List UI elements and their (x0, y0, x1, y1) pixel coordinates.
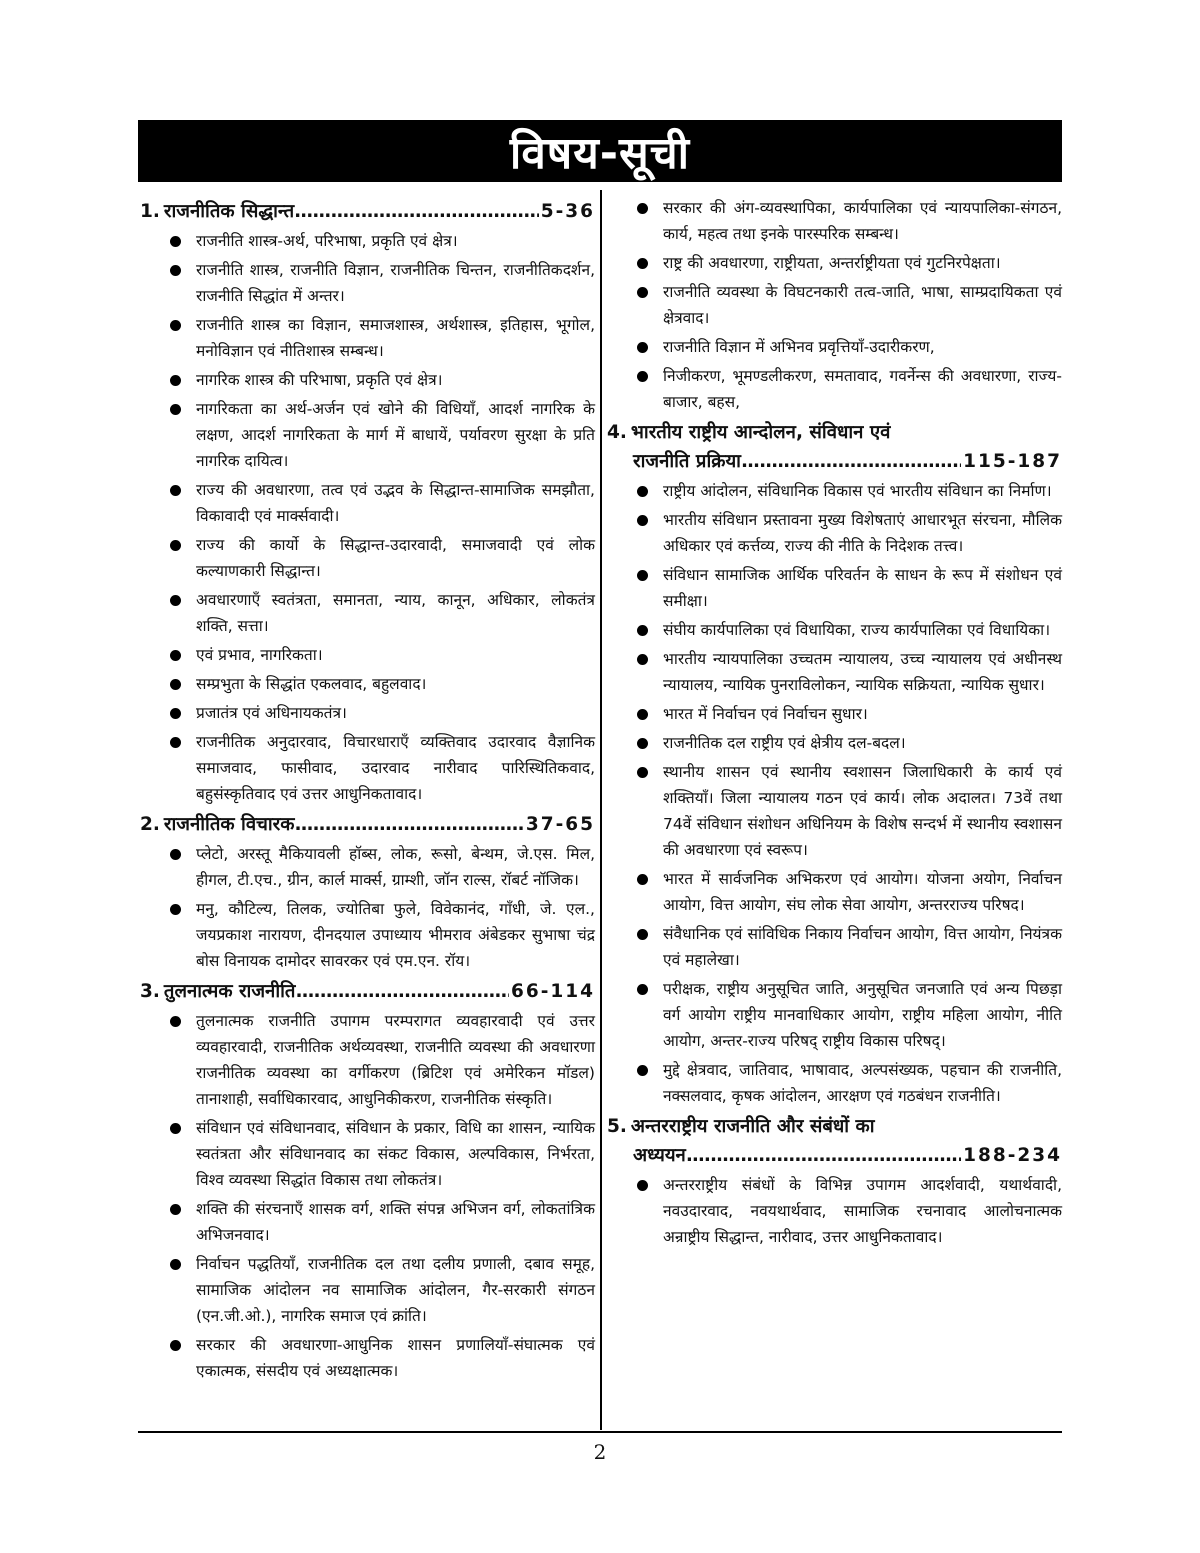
topic-text: सम्प्रभुता के सिद्धांत एकलवाद, बहुलवाद। (196, 675, 427, 693)
bullet-icon (170, 265, 181, 276)
topic-text: एवं प्रभाव, नागरिकता। (196, 646, 323, 664)
list-item (607, 701, 1062, 727)
list-item (607, 976, 1062, 1054)
section-title-line1: अन्तरराष्ट्रीय राजनीति और संबंधों का (630, 1116, 875, 1137)
bullet-icon (170, 1123, 181, 1134)
bullet-icon (170, 1204, 181, 1215)
topic-text: मुद्दे क्षेत्रवाद, जातिवाद, भाषावाद, अल्पसंख्यक, पहचान की राजनीति, नक्सलवाद, कृषक आंदोलन, आरक्षण एवं गठबंधन राजनीति। (663, 1061, 1062, 1105)
topic-text: सरकार की अंग-व्यवस्थापिका, कार्यपालिका एवं न्यायपालिका-संगठन, कार्य, महत्व तथा इनके पारस्परिक सम्बन्ध। (663, 199, 1062, 243)
list-item (607, 478, 1062, 504)
bullet-icon (170, 404, 181, 415)
page-title: विषय-सूची (509, 128, 691, 179)
section-title-line1: भारतीय राष्ट्रीय आन्दोलन, संविधान एवं (630, 422, 891, 443)
bullet-icon (170, 320, 181, 331)
topic-text: तुलनात्मक राजनीति उपागम परम्परागत व्यवहारवादी एवं उत्तर व्यवहारवादी, राजनीतिक अर्थव्यवस्था, राजनीति व्यवस्था की अवधारणा राजनीतिक व्यवस्था का वर्गीकरण (ब्रिटिश एवं अमेरिकन मॉडल) तानाशाही, सर्वाधिकारवाद, आधुनिकीकरण, राजनीतिक संस्कृति। (196, 1012, 595, 1108)
section-title-line2: राजनीति प्रक्रिया (633, 451, 741, 472)
page-number: 2 (593, 1440, 607, 1464)
section-heading (140, 977, 595, 1006)
page-range: 66-114 (510, 981, 595, 1002)
bullet-icon (637, 570, 648, 581)
bullet-icon (637, 767, 648, 778)
dot-leader (686, 1141, 961, 1170)
list-item (140, 532, 595, 584)
list-item (607, 730, 1062, 756)
bullet-icon (170, 650, 181, 661)
topic-text: राजनीतिक अनुदारवाद, विचारधाराएँ व्यक्तिवाद उदारवाद वैज्ञानिक समाजवाद, फासीवाद, उदारवाद नारीवाद पारिस्थितिकवाद, बहुसंस्कृतिवाद एवं उत्तर आधुनिकतावाद। (196, 733, 595, 803)
section-heading (140, 197, 595, 226)
topic-text: नागरिकता का अर्थ-अर्जन एवं खोने की विधियाँ, आदर्श नागरिक के लक्षण, आदर्श नागरिकता के मार्ग में बाधायें, पर्यावरण सुरक्षा के प्रति नागरिक दायित्व। (196, 400, 595, 470)
section-heading (607, 1112, 1062, 1170)
dot-leader (294, 197, 539, 226)
list-item (607, 1057, 1062, 1109)
list-item (607, 250, 1062, 276)
bullet-icon (170, 708, 181, 719)
section-title-line2: अध्ययन (633, 1145, 686, 1166)
section-heading-line2 (607, 447, 1062, 476)
section-number: 3. (140, 981, 160, 1002)
list-item (140, 671, 595, 697)
list-item (140, 396, 595, 474)
bullet-icon (637, 654, 648, 665)
bullet-icon (170, 375, 181, 386)
topic-text: संविधान सामाजिक आर्थिक परिवर्तन के साधन के रूप में संशोधन एवं समीक्षा। (663, 566, 1062, 610)
section-title: राजनीतिक विचारक (163, 814, 295, 835)
page-range: 5-36 (540, 201, 595, 222)
bullet-icon (637, 486, 648, 497)
topic-text: राजनीति विज्ञान में अभिनव प्रवृत्तियाँ-उदारीकरण, (663, 338, 935, 356)
bullet-icon (637, 1180, 648, 1191)
bullet-icon (637, 203, 648, 214)
right-column (607, 195, 1062, 1253)
topic-text: निर्वाचन पद्धतियाँ, राजनीतिक दल तथा दलीय प्रणाली, दबाव समूह, सामाजिक आंदोलन नव सामाजिक आंदोलन, गैर-सरकारी संगठन (एन.जी.ओ.), नागरिक समाज एवं क्रांति। (196, 1255, 595, 1325)
topic-text: भारत में निर्वाचन एवं निर्वाचन सुधार। (663, 705, 868, 723)
list-item (607, 759, 1062, 863)
topic-list (607, 195, 1062, 415)
bullet-icon (170, 849, 181, 860)
list-item (607, 617, 1062, 643)
topic-text: राष्ट्रीय आंदोलन, संविधानिक विकास एवं भारतीय संविधान का निर्माण। (663, 482, 1052, 500)
list-item (607, 866, 1062, 918)
page-range: 188-234 (963, 1145, 1062, 1166)
bullet-icon (170, 485, 181, 496)
list-item (607, 507, 1062, 559)
list-item (607, 646, 1062, 698)
topic-text: संघीय कार्यपालिका एवं विधायिका, राज्य कार्यपालिका एवं विधायिका। (663, 621, 1051, 639)
topic-text: संविधान एवं संविधानवाद, संविधान के प्रकार, विधि का शासन, न्यायिक स्वतंत्रता और संविधानवाद का संकट विकास, अल्पविकास, निर्भरता, विश्व व्यवस्था सिद्धांत विकास तथा लोकतंत्र। (196, 1119, 595, 1189)
list-item (140, 1115, 595, 1193)
list-item (140, 1251, 595, 1329)
topic-text: राजनीति शास्त्र, राजनीति विज्ञान, राजनीतिक चिन्तन, राजनीतिकदर्शन, राजनीति सिद्धांत में अन्तर। (196, 261, 595, 305)
list-item (607, 195, 1062, 247)
list-item (140, 1008, 595, 1112)
bullet-icon (637, 342, 648, 353)
dot-leader (741, 447, 961, 476)
list-item (140, 642, 595, 668)
topic-text: अवधारणाएँ स्वतंत्रता, समानता, न्याय, कानून, अधिकार, लोकतंत्र शक्ति, सत्ता। (196, 591, 595, 635)
bullet-icon (170, 1259, 181, 1270)
section-number: 2. (140, 814, 160, 835)
topic-list (140, 228, 595, 807)
topic-text: राज्य की कार्यो के सिद्धान्त-उदारवादी, समाजवादी एवं लोक कल्याणकारी सिद्धान्त। (196, 536, 595, 580)
topic-text: राष्ट्र की अवधारणा, राष्ट्रीयता, अन्तर्राष्ट्रीयता एवं गुटनिरपेक्षता। (663, 254, 1001, 272)
page-range: 37-65 (525, 814, 595, 835)
bullet-icon (637, 625, 648, 636)
bullet-icon (170, 595, 181, 606)
topic-text: संवैधानिक एवं सांविधिक निकाय निर्वाचन आयोग, वित्त आयोग, नियंत्रक एवं महालेखा। (663, 925, 1062, 969)
section-heading (140, 810, 595, 839)
list-item (140, 700, 595, 726)
bullet-icon (170, 904, 181, 915)
topic-text: नागरिक शास्त्र की परिभाषा, प्रकृति एवं क्षेत्र। (196, 371, 443, 389)
list-item (607, 1172, 1062, 1250)
bullet-icon (637, 287, 648, 298)
topic-text: परीक्षक, राष्ट्रीय अनुसूचित जाति, अनुसूचित जनजाति एवं अन्य पिछड़ा वर्ग आयोग राष्ट्रीय मानवाधिकार आयोग, राष्ट्रीय महिला आयोग, नीति आयोग, अन्तर-राज्य परिषद् राष्ट्रीय विकास परिषद्। (663, 980, 1062, 1050)
bullet-icon (637, 709, 648, 720)
list-item (140, 729, 595, 807)
list-item (140, 477, 595, 529)
topic-list (140, 841, 595, 974)
list-item (140, 312, 595, 364)
column-divider (600, 190, 602, 1430)
topic-list (607, 1172, 1062, 1250)
section-heading (607, 418, 1062, 476)
topic-text: भारतीय न्यायपालिका उच्चतम न्यायालय, उच्च न्यायालय एवं अधीनस्थ न्यायालय, न्यायिक पुनराविलोकन, न्यायिक सक्रियता, न्यायिक सुधार। (663, 650, 1062, 694)
section-number: 5. (607, 1116, 627, 1137)
bullet-icon (637, 258, 648, 269)
list-item (140, 367, 595, 393)
bullet-icon (637, 984, 648, 995)
topic-text: राजनीति शास्त्र का विज्ञान, समाजशास्त्र, अर्थशास्त्र, इतिहास, भूगोल, मनोविज्ञान एवं नीतिशास्त्र सम्बन्ध। (196, 316, 595, 360)
footer-rule (138, 1431, 1062, 1433)
bullet-icon (170, 540, 181, 551)
topic-list (607, 478, 1062, 1109)
topic-text: अन्तरराष्ट्रीय संबंधों के विभिन्न उपागम आदर्शवादी, यथार्थवादी, नवउदारवाद, नवयथार्थवाद, सामाजिक रचनावाद आलोचनात्मक अन्राष्ट्रीय सिद्धान्त, नारीवाद, उत्तर आधुनिकतावाद। (663, 1176, 1062, 1246)
bullet-icon (170, 236, 181, 247)
list-item (140, 257, 595, 309)
list-item (607, 279, 1062, 331)
bullet-icon (170, 737, 181, 748)
bullet-icon (637, 371, 648, 382)
list-item (140, 1196, 595, 1248)
page-range: 115-187 (963, 451, 1062, 472)
section-number: 1. (140, 201, 160, 222)
topic-text: प्लेटो, अरस्तू मैकियावली हॉब्स, लोक, रूसो, बेन्थम, जे.एस. मिल, हीगल, टी.एच., ग्रीन, कार्ल मार्क्स, ग्राम्शी, जॉन राल्स, रॉबर्ट नॉजिक। (196, 845, 595, 889)
list-item (140, 1332, 595, 1384)
bullet-icon (170, 1016, 181, 1027)
left-column (140, 195, 595, 1387)
topic-list (140, 1008, 595, 1384)
topic-text: शक्ति की संरचनाएँ शासक वर्ग, शक्ति संपन्न अभिजन वर्ग, लोकतांत्रिक अभिजनवाद। (196, 1200, 595, 1244)
topic-text: राजनीतिक दल राष्ट्रीय एवं क्षेत्रीय दल-बदल। (663, 734, 906, 752)
topic-text: प्रजातंत्र एवं अधिनायकतंत्र। (196, 704, 347, 722)
topic-text: स्थानीय शासन एवं स्थानीय स्वशासन जिलाधिकारी के कार्य एवं शक्तियाँ। जिला न्यायालय गठन एवं कार्य। लोक अदालत। 73वें तथा 74वें संविधान संशोधन अधिनियम के विशेष सन्दर्भ में स्थानीय स्वशासन की अवधारणा एवं स्वरूप। (663, 763, 1062, 859)
bullet-icon (637, 929, 648, 940)
section-heading-line1 (607, 1112, 1062, 1141)
section-title: राजनीतिक सिद्धान्त (163, 201, 295, 222)
list-item (607, 334, 1062, 360)
topic-text: सरकार की अवधारणा-आधुनिक शासन प्रणालियाँ-संघात्मक एवं एकात्मक, संसदीय एवं अध्यक्षात्मक। (196, 1336, 595, 1380)
dot-leader (295, 977, 509, 1006)
bullet-icon (637, 515, 648, 526)
topic-text: भारतीय संविधान प्रस्तावना मुख्य विशेषताएं आधारभूत संरचना, मौलिक अधिकार एवं कर्त्तव्य, राज्य की नीति के निदेशक तत्त्व। (663, 511, 1062, 555)
list-item (140, 587, 595, 639)
topic-text: भारत में सार्वजनिक अभिकरण एवं आयोग। योजना अयोग, निर्वाचन आयोग, वित्त आयोग, संघ लोक सेवा आयोग, अन्तरराज्य परिषद। (663, 870, 1062, 914)
list-item (607, 921, 1062, 973)
list-item (140, 228, 595, 254)
bullet-icon (637, 1065, 648, 1076)
dot-leader (294, 810, 523, 839)
topic-text: राजनीति व्यवस्था के विघटनकारी तत्व-जाति, भाषा, साम्प्रदायिकता एवं क्षेत्रवाद। (663, 283, 1062, 327)
list-item (140, 896, 595, 974)
list-item (607, 363, 1062, 415)
bullet-icon (637, 738, 648, 749)
topic-text: निजीकरण, भूमण्डलीकरण, समतावाद, गवर्नेन्स की अवधारणा, राज्य-बाजार, बहस, (663, 367, 1062, 411)
topic-text: राजनीति शास्त्र-अर्थ, परिभाषा, प्रकृति एवं क्षेत्र। (196, 232, 458, 250)
section-title: तुलनात्मक राजनीति (163, 981, 296, 1002)
section-heading-line2 (607, 1141, 1062, 1170)
list-item (140, 841, 595, 893)
section-number: 4. (607, 422, 627, 443)
bullet-icon (637, 874, 648, 885)
bullet-icon (170, 679, 181, 690)
topic-text: राज्य की अवधारणा, तत्व एवं उद्भव के सिद्धान्त-सामाजिक समझौता, विकावादी एवं मार्क्सवादी। (196, 481, 595, 525)
bullet-icon (170, 1340, 181, 1351)
topic-text: मनु, कौटिल्य, तिलक, ज्योतिबा फुले, विवेकानंद, गाँधी, जे. एल., जयप्रकाश नारायण, दीनदयाल उपाध्याय भीमराव अंबेडकर सुभाषा चंद्र बोस विनायक दामोदर सावरकर एवं एम.एन. रॉय। (196, 900, 595, 970)
title-banner (138, 120, 1062, 182)
list-item (607, 562, 1062, 614)
section-heading-line1 (607, 418, 1062, 447)
